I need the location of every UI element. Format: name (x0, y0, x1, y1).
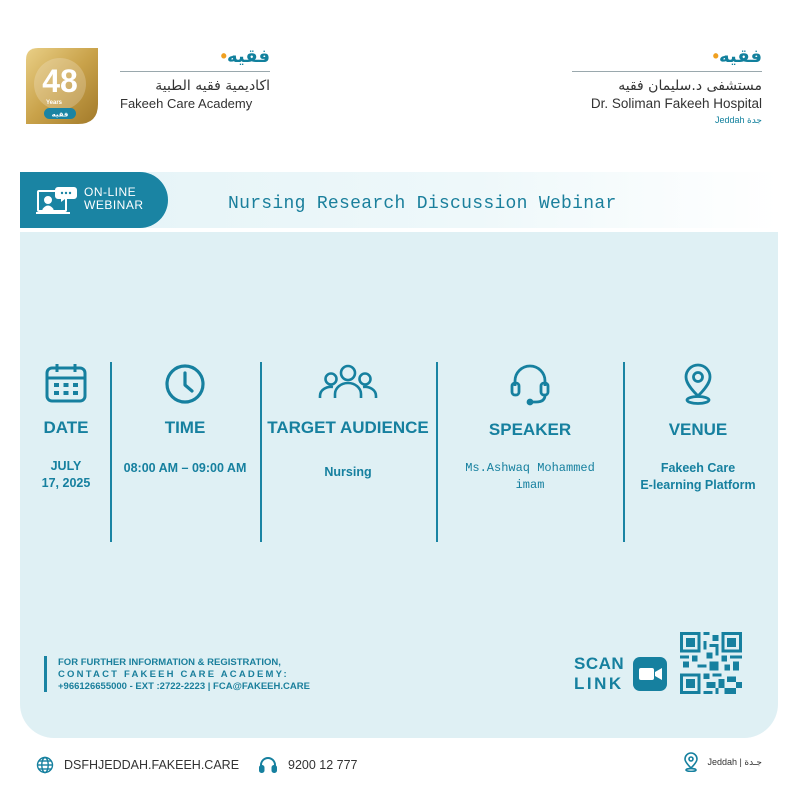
audience-value: Nursing (324, 465, 372, 479)
location-pin-icon (683, 752, 699, 772)
calendar-icon (44, 362, 88, 404)
contact-phone-email[interactable]: +966126655000 - EXT :2722-2223 | FCA@FAKEEH.CARE (58, 681, 310, 692)
date-section (26, 362, 106, 542)
hospital-name-arabic: مستشفى د.سليمان فقيه (618, 78, 762, 94)
hospital-city: Jeddah جدة (714, 115, 762, 125)
contact-line-2: CONTACT FAKEEH CARE ACADEMY: (58, 669, 289, 680)
time-label: TIME (164, 418, 206, 437)
date-label: DATE (43, 418, 89, 437)
hospital-branding (572, 46, 762, 126)
headset-icon (507, 362, 553, 406)
venue-section (628, 362, 768, 542)
globe-icon (36, 756, 54, 774)
website-text[interactable]: DSFHJEDDAH.FAKEEH.CARE (64, 758, 240, 772)
location-pin-icon (678, 362, 718, 406)
date-value: JULY 17, 2025 (41, 459, 91, 490)
academy-branding (120, 46, 270, 111)
badge-caption: Years (45, 100, 63, 106)
event-title: Nursing Research Discussion Webinar (228, 194, 617, 214)
academy-brand-logo: •فقيه (220, 46, 270, 66)
contact-line-1: FOR FURTHER INFORMATION & REGISTRATION, (58, 657, 281, 668)
webinar-presenter-icon (36, 185, 78, 215)
speaker-section (438, 362, 622, 542)
contact-accent-bar (44, 656, 47, 692)
audience-section (262, 362, 434, 542)
camera-icon (632, 656, 668, 692)
column-divider (623, 362, 625, 542)
badge-brand: فقيه (51, 110, 69, 119)
scan-link-label: SCAN LINK (574, 654, 625, 693)
hospital-name-english: Dr. Soliman Fakeeh Hospital (590, 96, 762, 111)
footer-phone[interactable] (258, 756, 358, 774)
academy-name-arabic: اكاديمية فقيه الطبية (155, 78, 270, 94)
venue-value: Fakeeh Care E-learning Platform (640, 461, 756, 492)
footer-location (683, 752, 762, 772)
clock-icon (163, 362, 207, 406)
badge-number: 48 (42, 63, 78, 99)
location-text: Jeddah | جـدة (707, 756, 762, 767)
speaker-label: SPEAKER (488, 420, 572, 439)
contact-info (58, 657, 310, 693)
time-value: 08:00 AM – 09:00 AM (123, 461, 247, 475)
hospital-brand-logo: •فقيه (712, 46, 762, 66)
anniversary-badge-logo (24, 46, 100, 126)
academy-name-english: Fakeeh Care Academy (120, 96, 253, 111)
webinar-tag-text: ON-LINE WEBINAR (84, 185, 144, 212)
headphones-icon (258, 756, 278, 774)
footer-website[interactable] (36, 756, 239, 774)
qr-code[interactable] (680, 632, 742, 694)
venue-label: VENUE (668, 420, 728, 439)
audience-label: TARGET AUDIENCE (267, 418, 429, 437)
speaker-value: Ms.Ashwaq Mohammed imam (465, 461, 595, 492)
phone-text[interactable]: 9200 12 777 (288, 758, 358, 772)
people-icon (318, 362, 378, 404)
time-section (112, 362, 258, 542)
